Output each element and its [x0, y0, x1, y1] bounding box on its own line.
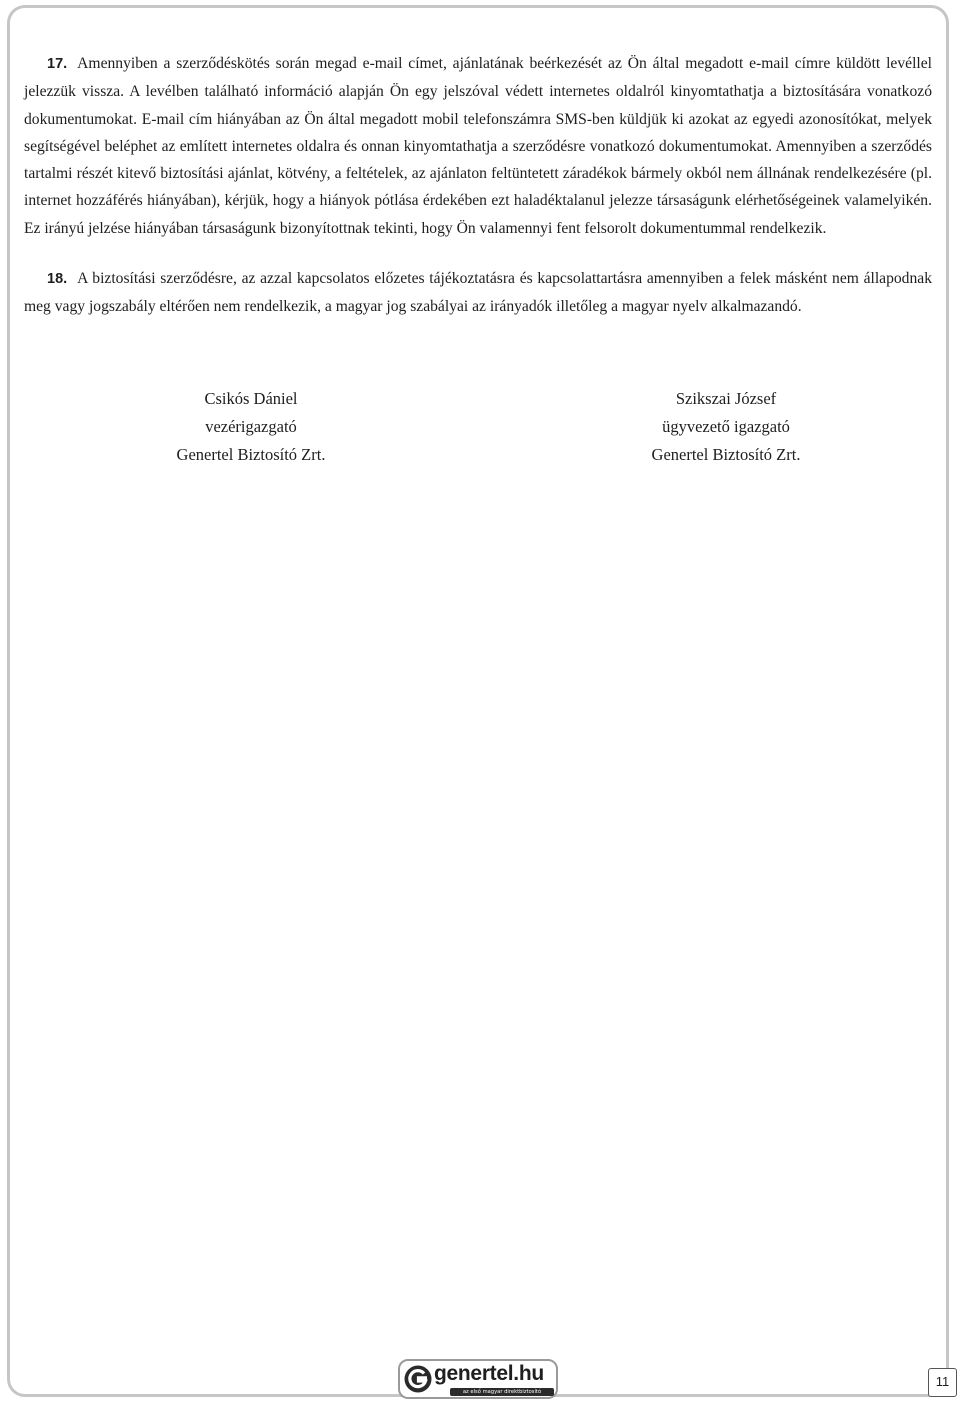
document-body: [24, 50, 932, 321]
signatory-name: Szikszai József: [675, 389, 777, 408]
section-text: A biztosítási szerződésre, az azzal kapcsolatos előzetes tájékoztatásra és kapcsolattartásra amennyiben a felek másként nem állapodnak meg vagy jogszabály eltérően nem rendelkezik, a magyar jog szabályai az irányadók illetőleg a magyar nyelv alkalmazandó.: [24, 270, 932, 316]
signatory-title: vezérigazgató: [205, 417, 297, 436]
section-18: [24, 265, 932, 321]
signature-left: [121, 385, 381, 469]
logo-tagline: az első magyar direktbiztosító: [450, 1388, 554, 1396]
signatory-title: ügyvezető igazgató: [662, 417, 790, 436]
section-17: [24, 50, 932, 242]
section-number: 18.: [47, 271, 68, 288]
signatory-company: Genertel Biztosító Zrt.: [651, 445, 801, 464]
section-number: 17.: [47, 56, 68, 72]
genertel-logo: [398, 1359, 558, 1399]
section-text: Amennyiben a szerződéskötés során megad e-mail címet, ajánlatának beérkezését az Ön által megadott e-mail címre küldött levéllel jelezzük vissza. A levélben található információ alapján Ön egy jelszóval védett internetes oldalról kinyomtathatja a biztosítására vonatkozó dokumentumokat. E-mail cím hiányában az Ön által megadott mobil telefonszámra SMS-ben küldjük ki azokat az egyedi azonosítókat, melyek segítségével beléphet az említett internetes oldalra és onnan kinyomtathatja a szerződésre vonatkozó dokumentumokat. Amennyiben a szerződés tartalmi részét kitevő biztosítási ajánlat, kötvény, a feltételek, az ajánlaton feltüntetett záradékok bármely okból nem állnának rendelkezésére (pl. internet hozzáférés hiányában), kérjük, hogy a hiányok pótlása érdekében ezt haladéktalanul jelezze társaságunk elérhetőségeinek valamelyikén. Ez irányú jelzése hiányában társaságunk bizonyítottnak tekinti, hogy Ön valamennyi fent felsorolt dokumentummal rendelkezik.: [24, 55, 932, 237]
page-number: 11: [928, 1368, 957, 1397]
signatory-name: Csikós Dániel: [204, 389, 298, 408]
logo-text: genertel.hu: [434, 1362, 544, 1385]
signatory-company: Genertel Biztosító Zrt.: [176, 445, 326, 464]
genertel-g-icon: [403, 1364, 433, 1394]
signature-right: [596, 385, 856, 469]
